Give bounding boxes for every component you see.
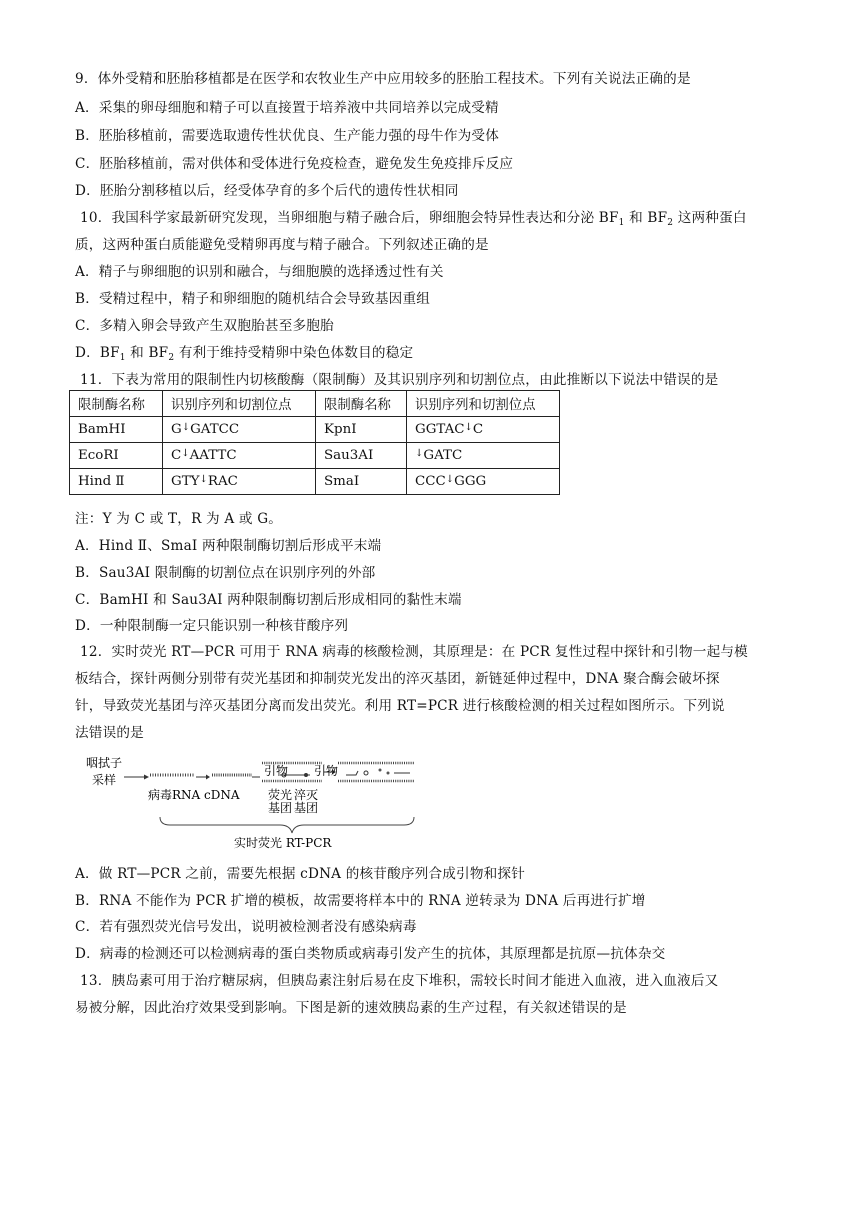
q10-option-c: C．多精入卵会导致产生双胞胎甚至多胞胎: [75, 318, 334, 334]
table-header-cell: 限制酶名称: [316, 391, 407, 417]
table-row: [70, 469, 560, 495]
figure-caption: 实时荧光 RT-PCR: [234, 836, 332, 850]
table-row: [70, 443, 560, 469]
fluor-label-line2: 基团: [268, 801, 293, 815]
q12-stem-line1: 12．实时荧光 RT—PCR 可用于 RNA 病毒的核酸检测，其原理是：在 PCR 复性过程中探针和引物一起与模: [80, 644, 748, 660]
q11-option-c: C．BamHI 和 Sau3AI 两种限制酶切割后形成相同的黏性末端: [75, 592, 462, 608]
primer-label-2: 引物: [314, 764, 339, 778]
quench-label-line1: 淬灭: [294, 788, 319, 802]
brace: [160, 817, 414, 833]
cut-arrow-icon: ↓: [199, 474, 208, 485]
table-header-cell: 识别序列和切割位点: [163, 391, 316, 417]
rt-pcr-diagram: [84, 755, 424, 850]
q9-option-c: C．胚胎移植前，需对供体和受体进行免疫检查，避免发生免疫排斥反应: [75, 156, 514, 172]
q11-option-d: D．一种限制酶一定只能识别一种核苷酸序列: [75, 618, 349, 634]
table-header-cell: 限制酶名称: [70, 391, 163, 417]
q12-option-b: B．RNA 不能作为 PCR 扩增的模板，故需要将样本中的 RNA 逆转录为 DNA 后再进行扩增: [75, 893, 646, 909]
q13-stem-line1: 13．胰岛素可用于治疗糖尿病，但胰岛素注射后易在皮下堆积，需较长时间才能进入血液，进入血液后又: [80, 973, 719, 989]
q12-stem-line2: 板结合，探针两侧分别带有荧光基团和抑制荧光发出的淬灭基团，新链延伸过程中，DNA 聚合酶会破坏探: [75, 671, 720, 687]
sequence-cell: GTY↓RAC: [163, 469, 316, 495]
primer-label-1: 引物: [264, 764, 289, 778]
enzyme-name-cell: Sau3AI: [316, 443, 407, 469]
q10-stem-line2: 质，这两种蛋白质能避免受精卵再度与精子融合。下列叙述正确的是: [75, 237, 489, 253]
quencher-icon: [304, 773, 308, 777]
sequence-cell: CCC↓GGG: [407, 469, 560, 495]
q10-stem-line1: 10．我国科学家最新研究发现，当卵细胞与精子融合后，卵细胞会特异性表达和分泌 $BF_1$ 和 $BF_2$ 这两种蛋白: [80, 210, 747, 228]
quencher-icon: [387, 772, 390, 775]
q11-option-a: A．Hind Ⅱ、SmaI 两种限制酶切割后形成平末端: [75, 538, 382, 554]
virus-rna-label: 病毒RNA: [148, 788, 201, 802]
arrow-head-icon: [206, 775, 210, 780]
q11-note: 注：Y 为 C 或 T，R 为 A 或 G。: [75, 511, 283, 527]
q12-stem-line4: 法错误的是: [75, 725, 144, 741]
q9-option-d: D．胚胎分割移植以后，经受体孕育的多个后代的遗传性状相同: [75, 183, 459, 199]
table-header-cell: 识别序列和切割位点: [407, 391, 560, 417]
q12-option-a: A．做 RT—PCR 之前，需要先根据 cDNA 的核苷酸序列合成引物和探针: [75, 866, 526, 882]
sequence-cell: ↓GATC: [407, 443, 560, 469]
fluorophore-icon: [364, 771, 368, 775]
extension-strand: [346, 771, 358, 775]
restriction-enzyme-table: [69, 390, 560, 495]
sequence-cell: G↓GATCC: [163, 417, 316, 443]
q11-stem: 11．下表为常用的限制性内切核酸酶（限制酶）及其识别序列和切割位点，由此推断以下说法中错误的是: [80, 372, 719, 388]
arrow-head-icon: [144, 775, 149, 780]
q9-option-b: B．胚胎移植前，需要选取遗传性状优良、生产能力强的母牛作为受体: [75, 128, 499, 144]
q12-stem-line3: 针，导致荧光基团与淬灭基团分离而发出荧光。利用 RT=PCR 进行核酸检测的相关过程如图所示。下列说: [75, 698, 725, 714]
quench-label-line2: 基团: [294, 801, 319, 815]
swab-label-line1: 咽拭子: [86, 756, 123, 770]
swab-label-line2: 采样: [92, 773, 117, 787]
q9-stem: 9．体外受精和胚胎移植都是在医学和农牧业生产中应用较多的胚胎工程技术。下列有关说法正确的是: [75, 71, 691, 87]
enzyme-name-cell: Hind Ⅱ: [70, 469, 163, 495]
fluor-label-line1: 荧光: [268, 788, 293, 802]
sequence-cell: GGTAC↓C: [407, 417, 560, 443]
cdna-label: cDNA: [204, 788, 240, 802]
q13-stem-line2: 易被分解，因此治疗效果受到影响。下图是新的速效胰岛素的生产过程，有关叙述错误的是: [75, 1000, 627, 1016]
table-row: [70, 417, 560, 443]
q10-option-a: A．精子与卵细胞的识别和融合，与细胞膜的选择透过性有关: [75, 264, 444, 280]
q11-option-b: B．Sau3AI 限制酶的切割位点在识别序列的外部: [75, 565, 376, 581]
sequence-cell: C↓AATTC: [163, 443, 316, 469]
rt-pcr-figure: [84, 755, 424, 850]
cut-arrow-icon: ↓: [181, 422, 191, 433]
q9-option-a: A．采集的卵母细胞和精子可以直接置于培养液中共同培养以完成受精: [75, 100, 499, 116]
cut-arrow-icon: ↓: [415, 448, 424, 459]
q10-option-d: D．$BF_1$ 和 $BF_2$ 有利于维持受精卵中染色体数目的稳定: [75, 345, 414, 363]
table-header-row: [70, 391, 560, 417]
enzyme-name-cell: EcoRI: [70, 443, 163, 469]
q12-option-c: C．若有强烈荧光信号发出，说明被检测者没有感染病毒: [75, 919, 417, 935]
cut-arrow-icon: ↓: [445, 474, 455, 485]
enzyme-name-cell: BamHI: [70, 417, 163, 443]
cut-arrow-icon: ↓: [181, 448, 190, 459]
enzyme-name-cell: KpnI: [316, 417, 407, 443]
enzyme-name-cell: SmaI: [316, 469, 407, 495]
quencher-icon: [379, 769, 382, 772]
q10-option-b: B．受精过程中，精子和卵细胞的随机结合会导致基因重组: [75, 291, 431, 307]
cut-arrow-icon: ↓: [464, 422, 473, 433]
q12-option-d: D．病毒的检测还可以检测病毒的蛋白类物质或病毒引发产生的抗体，其原理都是抗原—抗体杂交: [75, 946, 666, 962]
